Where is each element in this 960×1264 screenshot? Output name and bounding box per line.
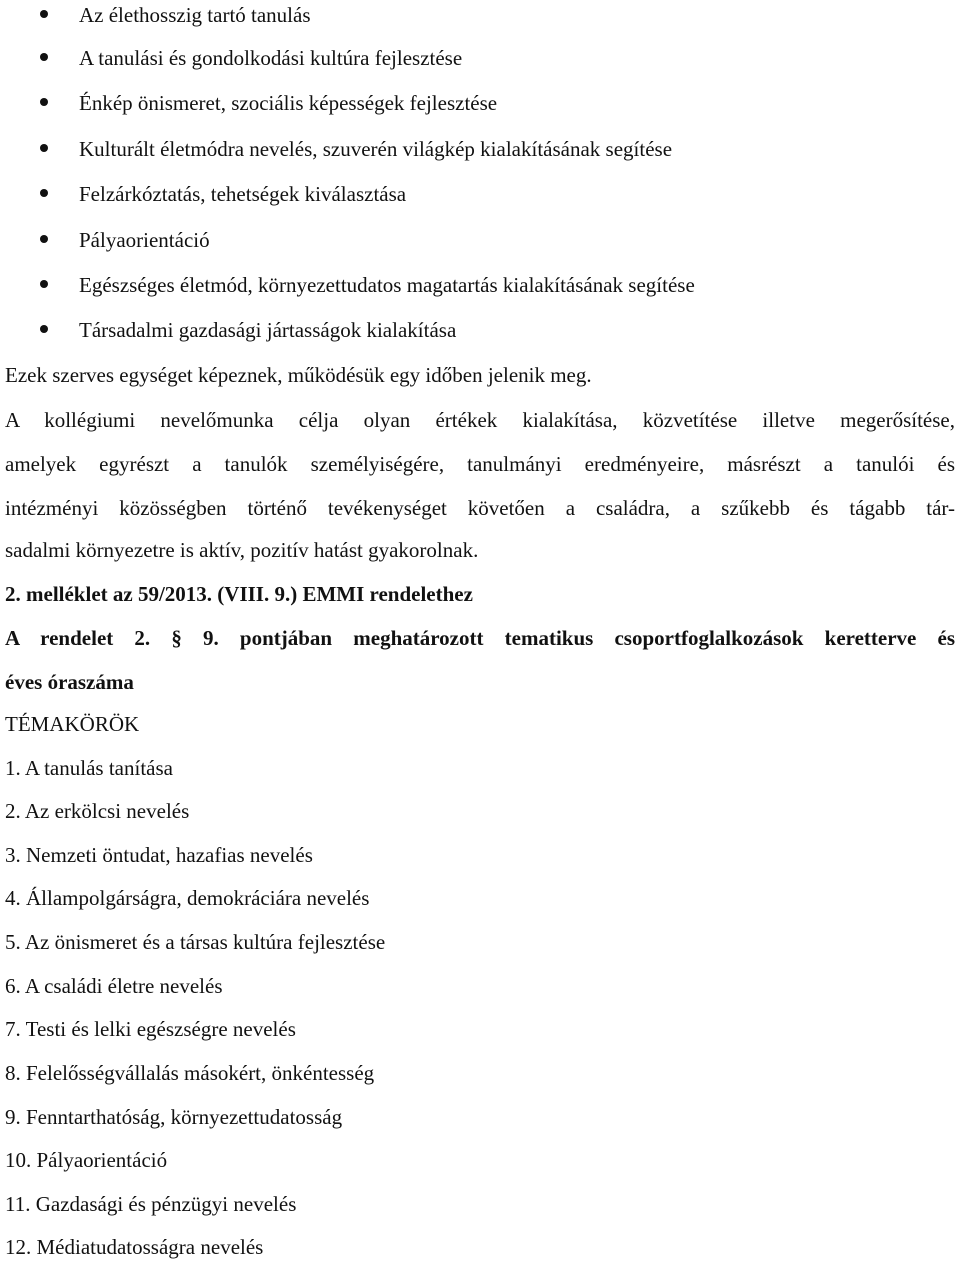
list-item-text: Pályaorientáció — [79, 228, 210, 252]
topic-item: 5. Az önismeret és a társas kultúra fejlesztése — [5, 930, 386, 954]
topics-heading: TÉMAKÖRÖK — [5, 712, 140, 736]
bullet-icon — [40, 189, 48, 197]
list-item-text: Kulturált életmódra nevelés, szuverén világkép kialakításának segítése — [79, 137, 673, 161]
list-item — [0, 88, 940, 118]
paragraph-line: A kollégiumi nevelőmunka célja olyan értékek kialakítása, közvetítése illetve megerősítése, — [5, 408, 955, 432]
topic-item: 9. Fenntarthatóság, környezettudatosság — [5, 1105, 343, 1129]
paragraph-line: sadalmi környezetre is aktív, pozitív hatást gyakorolnak. — [5, 538, 479, 562]
list-item-text: Társadalmi gazdasági jártasságok kialakítása — [79, 318, 457, 342]
topic-item: 8. Felelősségvállalás másokért, önkéntesség — [5, 1061, 375, 1085]
list-item-text: Felzárkóztatás, tehetségek kiválasztása — [79, 182, 407, 206]
annex-heading: 2. melléklet az 59/2013. (VIII. 9.) EMMI rendelethez — [5, 582, 473, 606]
list-item — [0, 0, 940, 30]
bullet-icon — [40, 98, 48, 106]
decree-heading-line: A rendelet 2. § 9. pontjában meghatározott tematikus csoportfoglalkozások keretterve és — [5, 626, 955, 650]
list-item-text: Énkép önismeret, szociális képességek fejlesztése — [79, 91, 498, 115]
topic-item: 3. Nemzeti öntudat, hazafias nevelés — [5, 843, 313, 867]
topic-item: 10. Pályaorientáció — [5, 1148, 168, 1172]
list-item-text: A tanulási és gondolkodási kultúra fejlesztése — [79, 46, 463, 70]
topic-item: 1. A tanulás tanítása — [5, 756, 173, 780]
bullet-icon — [40, 325, 48, 333]
decree-heading-line: éves óraszáma — [5, 670, 134, 694]
paragraph-line: amelyek egyrészt a tanulók személyiségére, tanulmányi eredményeire, másrészt a tanulói és — [5, 452, 955, 476]
topic-item: 12. Médiatudatosságra nevelés — [5, 1235, 264, 1259]
topic-item: 6. A családi életre nevelés — [5, 974, 223, 998]
list-item-text: Egészséges életmód, környezettudatos magatartás kialakításának segítése — [79, 273, 695, 297]
topic-item: 2. Az erkölcsi nevelés — [5, 799, 190, 823]
topic-item: 4. Állampolgárságra, demokráciára nevelés — [5, 886, 370, 910]
bullet-icon — [40, 235, 48, 243]
bullet-icon — [40, 280, 48, 288]
bullet-icon — [40, 53, 48, 61]
bullet-icon — [40, 144, 48, 152]
summary-sentence: Ezek szerves egységet képeznek, működésük egy időben jelenik meg. — [5, 363, 592, 387]
topic-item: 7. Testi és lelki egészségre nevelés — [5, 1017, 296, 1041]
list-item — [0, 43, 940, 73]
bullet-icon — [40, 10, 48, 18]
list-item — [0, 270, 940, 300]
list-item-text: Az élethosszig tartó tanulás — [79, 3, 311, 27]
topic-item: 11. Gazdasági és pénzügyi nevelés — [5, 1192, 297, 1216]
list-item — [0, 315, 940, 345]
paragraph-line: intézményi közösségben történő tevékenységet követően a családra, a szűkebb és tágabb tár- — [5, 496, 955, 520]
list-item — [0, 134, 940, 164]
list-item — [0, 225, 940, 255]
list-item — [0, 179, 940, 209]
